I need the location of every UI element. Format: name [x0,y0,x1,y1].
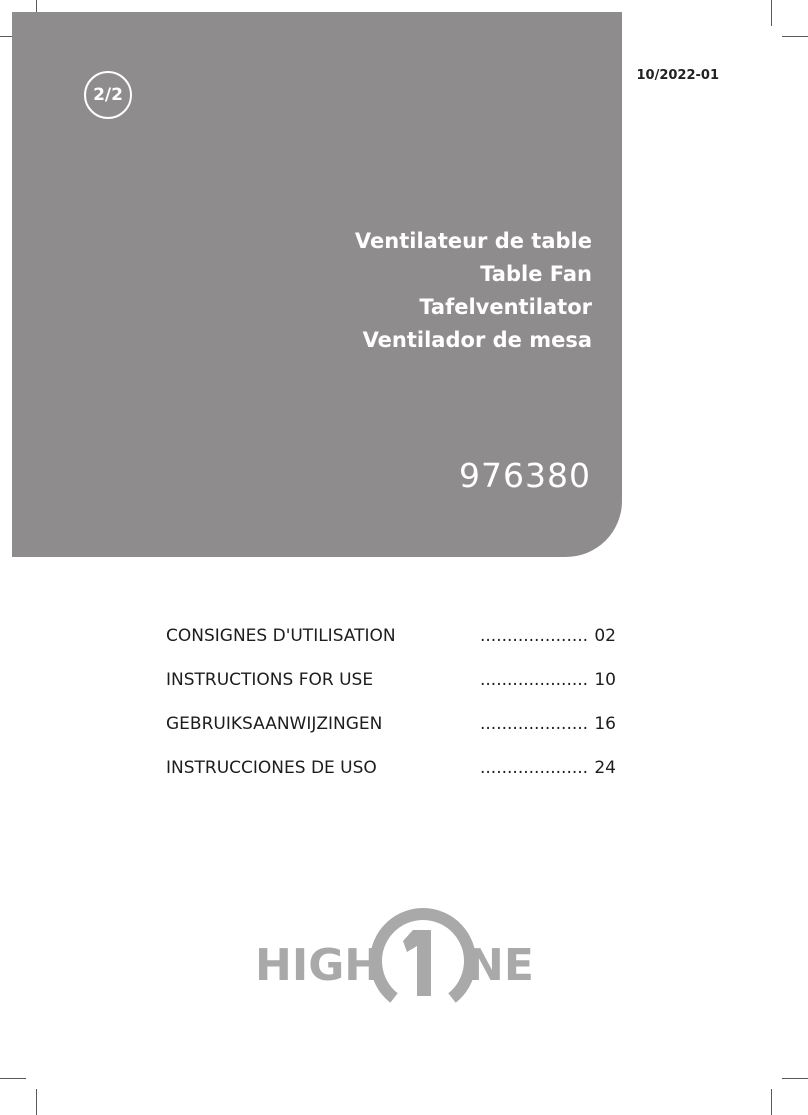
edition-date: 10/2022-01 [636,68,719,83]
model-number: 976380 [459,456,591,495]
title-english: Table Fan [480,262,592,286]
toc-row [166,752,618,796]
toc-page-number: 16 [594,714,616,734]
toc-label: INSTRUCCIONES DE USO [166,758,377,778]
toc-label: GEBRUIKSAANWIJZINGEN [166,714,383,734]
toc-page-number: 24 [594,758,616,778]
crop-mark-top-right-vertical [771,0,772,26]
brand-logo-one-emblem [376,914,470,998]
toc-row [166,620,618,664]
crop-mark-top-right-horizontal [782,36,808,37]
brand-logo [255,908,555,1012]
crop-mark-bottom-right-vertical [771,1089,772,1115]
brand-logo-text-left: HIGH [255,940,382,991]
toc-page-number: 10 [594,670,616,690]
brand-logo-text-right: NE [467,940,534,991]
toc-page-number: 02 [594,626,616,646]
volume-badge [84,71,132,119]
toc-label: CONSIGNES D'UTILISATION [166,626,396,646]
title-spanish: Ventilador de mesa [362,328,592,352]
crop-mark-bottom-right-horizontal [782,1078,808,1079]
toc-row [166,708,618,752]
product-titles [355,225,592,357]
crop-mark-bottom-left-vertical [36,1089,37,1115]
crop-mark-bottom-left-horizontal [0,1078,26,1079]
toc-leader: .................... [480,626,589,646]
toc-row [166,664,618,708]
toc-leader: .................... [480,670,589,690]
toc-leader: .................... [480,758,589,778]
table-of-contents [166,620,618,796]
title-french: Ventilateur de table [354,229,592,253]
toc-leader: .................... [480,714,589,734]
title-dutch: Tafelventilator [419,295,592,319]
volume-badge-text: 2/2 [93,85,123,105]
toc-label: INSTRUCTIONS FOR USE [166,670,374,690]
